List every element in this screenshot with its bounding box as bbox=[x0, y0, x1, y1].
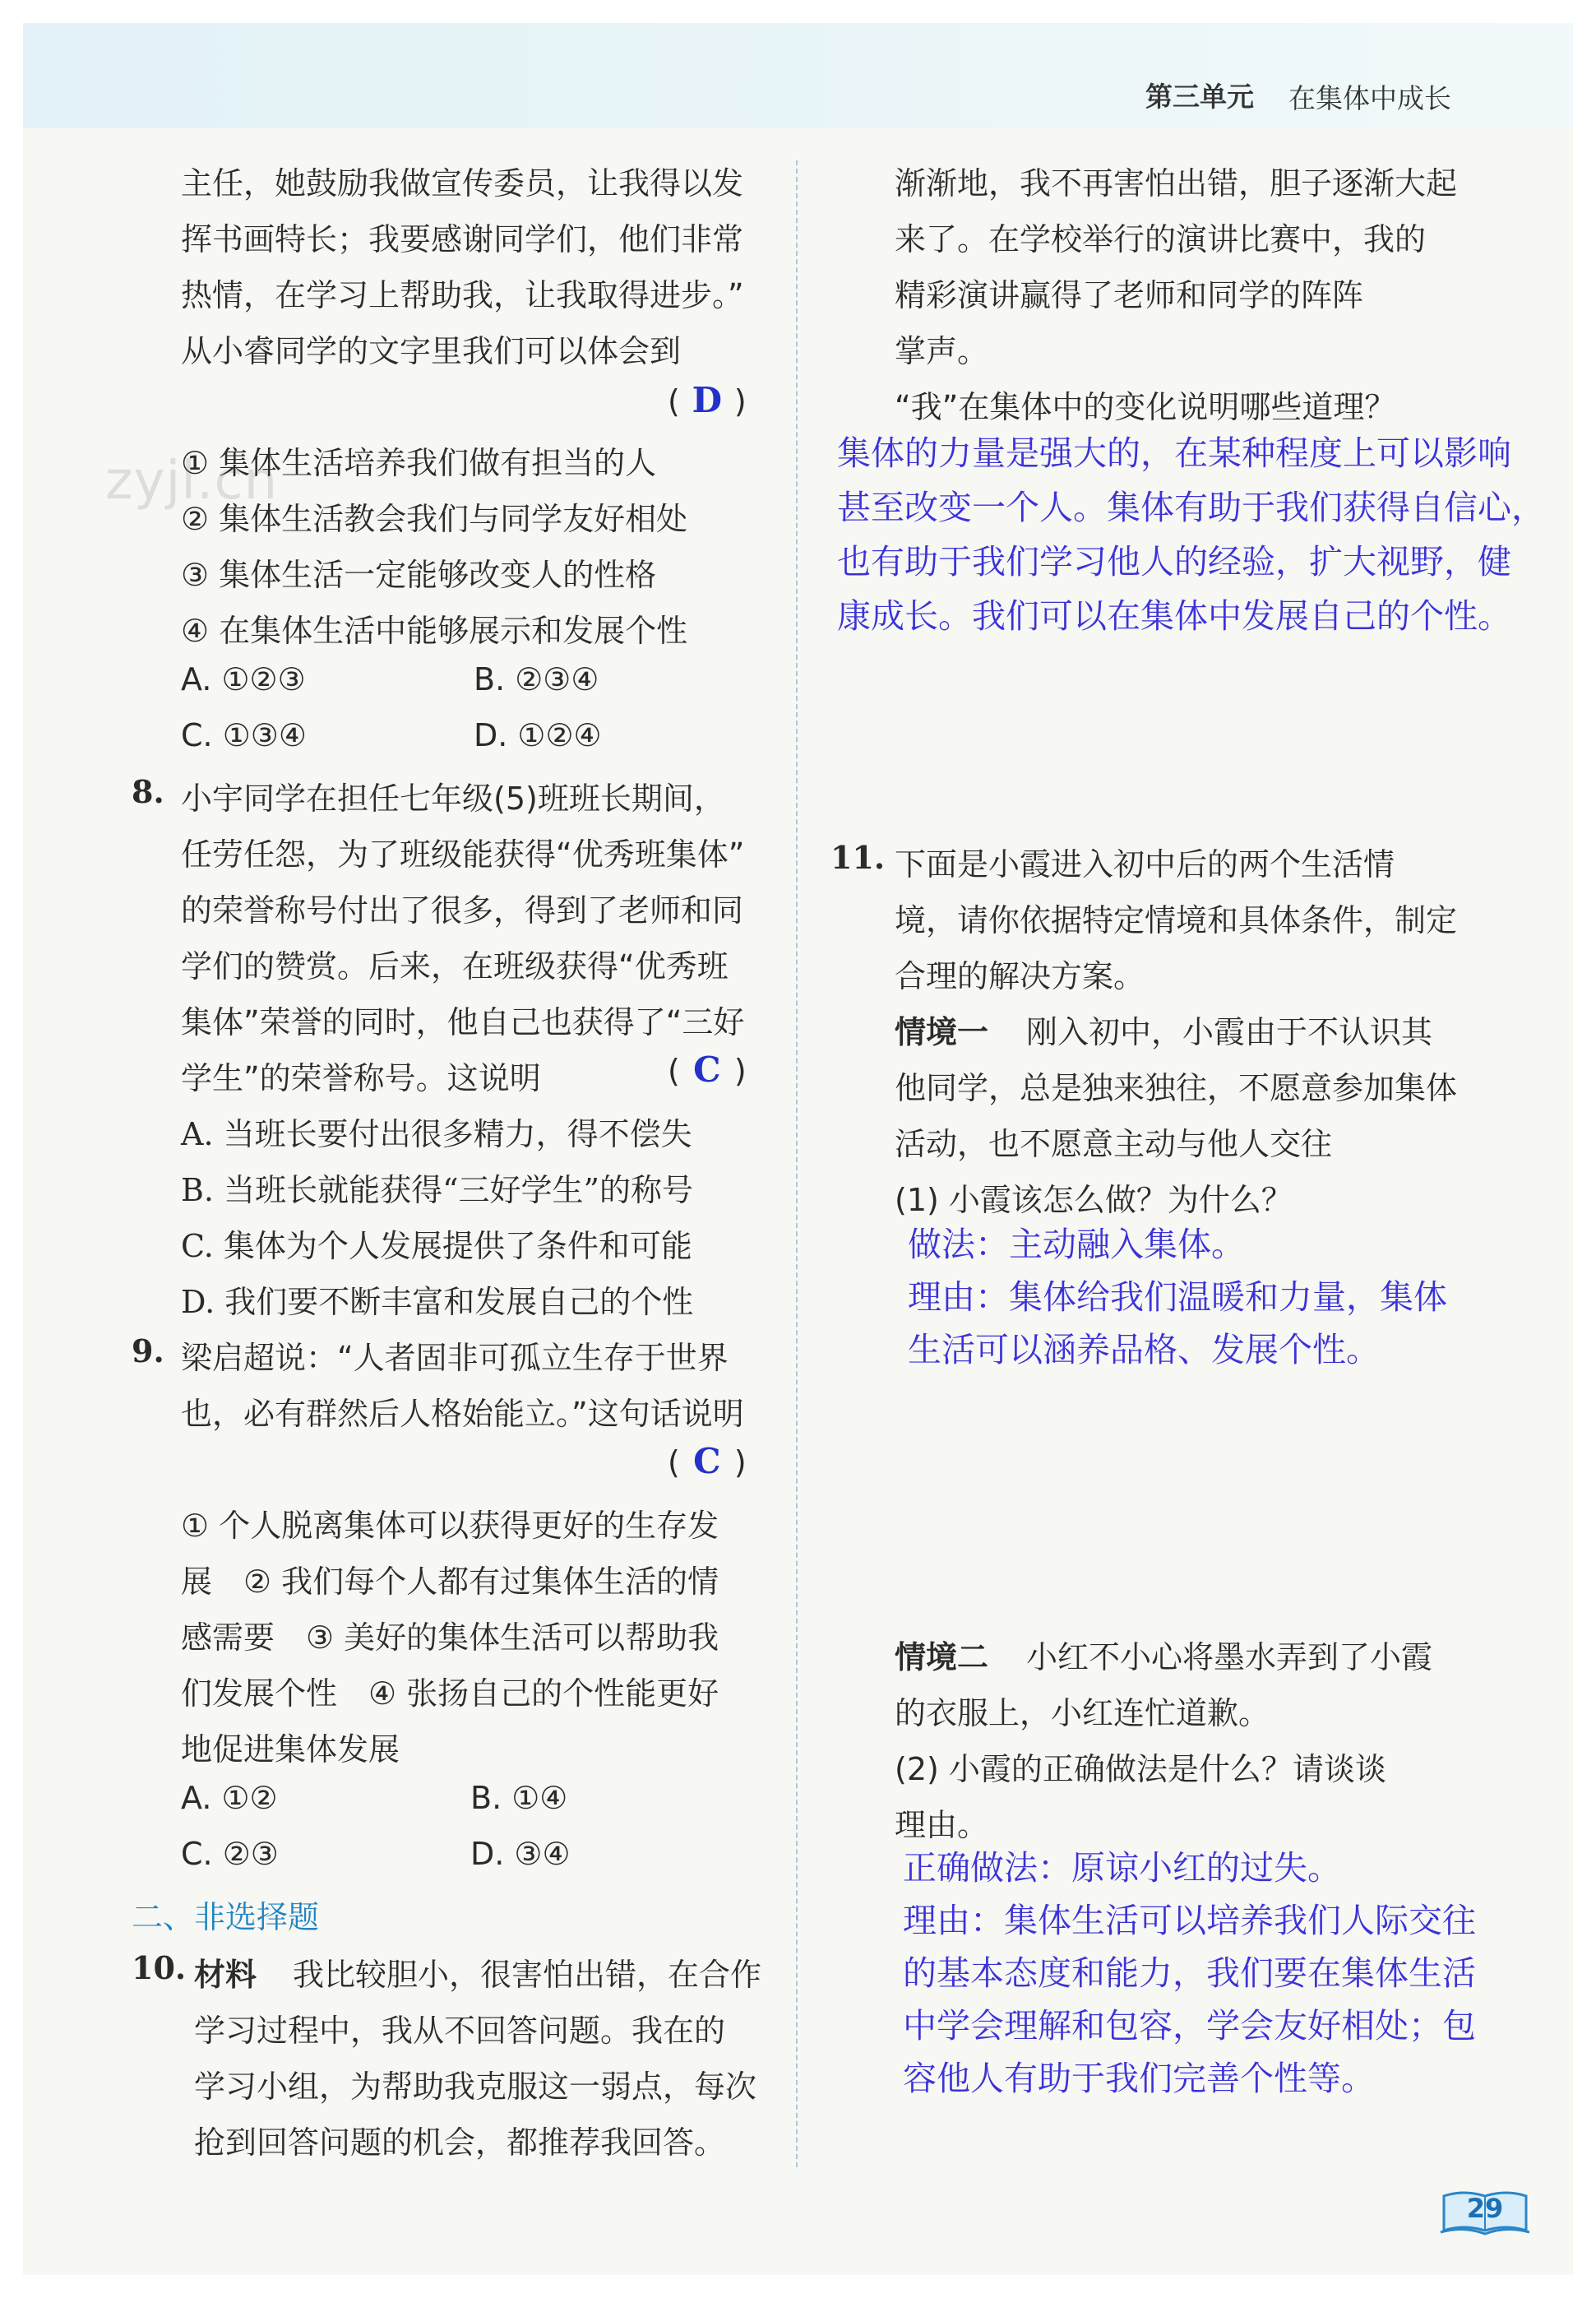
q11-sub-question-2: 理由。 bbox=[895, 1807, 989, 1843]
q9-statement: 地促进集体发展 bbox=[181, 1731, 400, 1768]
q10-cont-line: 精彩演讲赢得了老师和同学的阵阵 bbox=[895, 277, 1364, 313]
q11-sub-question-1: (1) 小霞该怎么做？为什么？ bbox=[895, 1182, 1293, 1218]
q7-option-b: B. ②③④ bbox=[474, 661, 599, 697]
column-divider bbox=[796, 160, 798, 2167]
q9-line: 梁启超说：“人者固非可孤立生存于世界 bbox=[181, 1340, 729, 1376]
q7-statement: ① 集体生活培养我们做有担当的人 bbox=[181, 445, 657, 481]
q10-handwritten-answer: 集体的力量是强大的，在某种程度上可以影响 bbox=[837, 433, 1511, 473]
q10-handwritten-answer: 康成长。我们可以在集体中发展自己的个性。 bbox=[837, 596, 1511, 636]
header-unit: 第三单元 bbox=[1145, 81, 1254, 113]
q8-option: C. 集体为个人发展提供了条件和可能 bbox=[181, 1228, 692, 1264]
q8-line: 的荣誉称号付出了很多，得到了老师和同 bbox=[181, 892, 744, 929]
q9-option-a: A. ①② bbox=[181, 1780, 278, 1816]
q11-line: 下面是小霞进入初中后的两个生活情 bbox=[895, 846, 1395, 883]
q11-1-handwritten-answer: 理由：集体给我们温暖和力量，集体 bbox=[908, 1277, 1447, 1317]
q10-handwritten-answer: 甚至改变一个人。集体有助于我们获得自信心， bbox=[837, 488, 1545, 527]
q10-cont-line: 来了。在学校举行的演讲比赛中，我的 bbox=[895, 221, 1427, 257]
q8-option: D. 我们要不断丰富和发展自己的个性 bbox=[181, 1284, 694, 1320]
q11-1-handwritten-answer: 做法：主动融入集体。 bbox=[908, 1225, 1245, 1264]
q10-line: 学习过程中，我从不回答问题。我在的 bbox=[194, 2013, 726, 2049]
q11-2-handwritten-answer: 中学会理解和包容，学会友好相处；包 bbox=[903, 2006, 1476, 2045]
q7-statement: ④ 在集体生活中能够展示和发展个性 bbox=[181, 613, 688, 649]
scenario-1-label: 情境一 bbox=[895, 1014, 989, 1050]
q8-line: 学生”的荣誉称号。这说明 bbox=[181, 1060, 541, 1096]
q10-line: 学习小组，为帮助我克服这一弱点，每次 bbox=[194, 2069, 757, 2105]
q8-option: A. 当班长要付出很多精力，得不偿失 bbox=[181, 1116, 692, 1152]
q7-line: 挥书画特长；我要感谢同学们，他们非常 bbox=[181, 221, 744, 257]
q9-line: 也，必有群然后人格始能立。”这句话说明 bbox=[181, 1396, 744, 1432]
q9-answer-bracket: ( C ) bbox=[668, 1441, 747, 1481]
q9-option-b: B. ①④ bbox=[470, 1780, 568, 1816]
q10-line: 抢到回答问题的机会，都推荐我回答。 bbox=[194, 2124, 726, 2161]
q11-2-handwritten-answer: 理由：集体生活可以培养我们人际交往 bbox=[903, 1901, 1476, 1940]
q8-line: 集体”荣誉的同时，他自己也获得了“三好 bbox=[181, 1004, 745, 1040]
q9-answer: C bbox=[693, 1441, 721, 1481]
page-number-text: 29 bbox=[1466, 2193, 1504, 2224]
q10-line: 我比较胆小，很害怕出错，在合作 bbox=[293, 1957, 762, 1993]
q7-option-d: D. ①②④ bbox=[474, 717, 602, 753]
q11-number: 11. bbox=[830, 839, 886, 876]
q11-2-handwritten-answer: 的基本态度和能力，我们要在集体生活 bbox=[903, 1953, 1476, 1993]
q7-answer: D bbox=[692, 380, 723, 420]
scenario-2-label: 情境二 bbox=[895, 1639, 989, 1675]
q7-answer-bracket: ( D ) bbox=[668, 380, 747, 420]
q7-line: 主任，她鼓励我做宣传委员，让我得以发 bbox=[181, 165, 744, 202]
q7-option-c: C. ①③④ bbox=[181, 717, 307, 753]
q10-handwritten-answer: 也有助于我们学习他人的经验，扩大视野，健 bbox=[837, 542, 1511, 581]
q10-question: “我”在集体中的变化说明哪些道理？ bbox=[895, 389, 1396, 425]
q11-2-handwritten-answer: 正确做法：原谅小红的过失。 bbox=[903, 1848, 1341, 1888]
q9-statement: 们发展个性 ④ 张扬自己的个性能更好 bbox=[181, 1675, 719, 1712]
q9-statement: 展 ② 我们每个人都有过集体生活的情 bbox=[181, 1564, 719, 1600]
q11-line: 境，请你依据特定情境和具体条件，制定 bbox=[895, 902, 1458, 938]
header-title: 在集体中成长 bbox=[1288, 82, 1451, 114]
q8-option: B. 当班长就能获得“三好学生”的称号 bbox=[181, 1172, 693, 1208]
scenario-1-line: 活动，也不愿意主动与他人交往 bbox=[895, 1126, 1333, 1162]
q10-cont-line: 渐渐地，我不再害怕出错，胆子逐渐大起 bbox=[895, 165, 1458, 202]
q9-option-c: C. ②③ bbox=[181, 1836, 279, 1872]
q7-statement: ② 集体生活教会我们与同学友好相处 bbox=[181, 501, 688, 537]
q9-statement: ① 个人脱离集体可以获得更好的生存发 bbox=[181, 1508, 719, 1544]
q8-line: 小宇同学在担任七年级(5)班班长期间， bbox=[181, 781, 725, 817]
q9-option-d: D. ③④ bbox=[470, 1836, 571, 1872]
q9-number: 9. bbox=[132, 1332, 164, 1369]
q8-line: 任劳任怨，为了班级能获得“优秀班集体” bbox=[181, 836, 745, 873]
q8-number: 8. bbox=[132, 773, 164, 810]
scenario-2-line: 小红不小心将墨水弄到了小霞 bbox=[1026, 1639, 1433, 1675]
q7-statement: ③ 集体生活一定能够改变人的性格 bbox=[181, 557, 657, 593]
q8-answer-bracket: ( C ) bbox=[668, 1049, 747, 1090]
q8-line: 学们的赞赏。后来，在班级获得“优秀班 bbox=[181, 948, 729, 985]
q11-sub-question-2: (2) 小霞的正确做法是什么？请谈谈 bbox=[895, 1751, 1386, 1787]
q10-cont-line: 掌声。 bbox=[895, 333, 989, 369]
q11-2-handwritten-answer: 容他人有助于我们完善个性等。 bbox=[903, 2059, 1375, 2098]
page-number bbox=[1439, 2188, 1531, 2239]
q10-number: 10. bbox=[132, 1949, 187, 1986]
scenario-2-line: 的衣服上，小红连忙道歉。 bbox=[895, 1695, 1270, 1731]
q9-statement: 感需要 ③ 美好的集体生活可以帮助我 bbox=[181, 1619, 719, 1656]
scenario-1-line: 他同学，总是独来独往，不愿意参加集体 bbox=[895, 1070, 1458, 1106]
watermark: zyjl.cn bbox=[105, 451, 279, 512]
q7-line: 从小睿同学的文字里我们可以体会到 bbox=[181, 333, 682, 369]
section-title: 二、非选择题 bbox=[132, 1899, 320, 1935]
q8-answer: C bbox=[693, 1049, 721, 1090]
scenario-1-line: 刚入初中，小霞由于不认识其 bbox=[1026, 1014, 1433, 1050]
q10-label: 材料 bbox=[194, 1957, 257, 1993]
q11-1-handwritten-answer: 生活可以涵养品格、发展个性。 bbox=[908, 1330, 1380, 1369]
q11-line: 合理的解决方案。 bbox=[895, 958, 1145, 994]
q7-line: 热情，在学习上帮助我，让我取得进步。” bbox=[181, 277, 744, 313]
q7-option-a: A. ①②③ bbox=[181, 661, 306, 697]
